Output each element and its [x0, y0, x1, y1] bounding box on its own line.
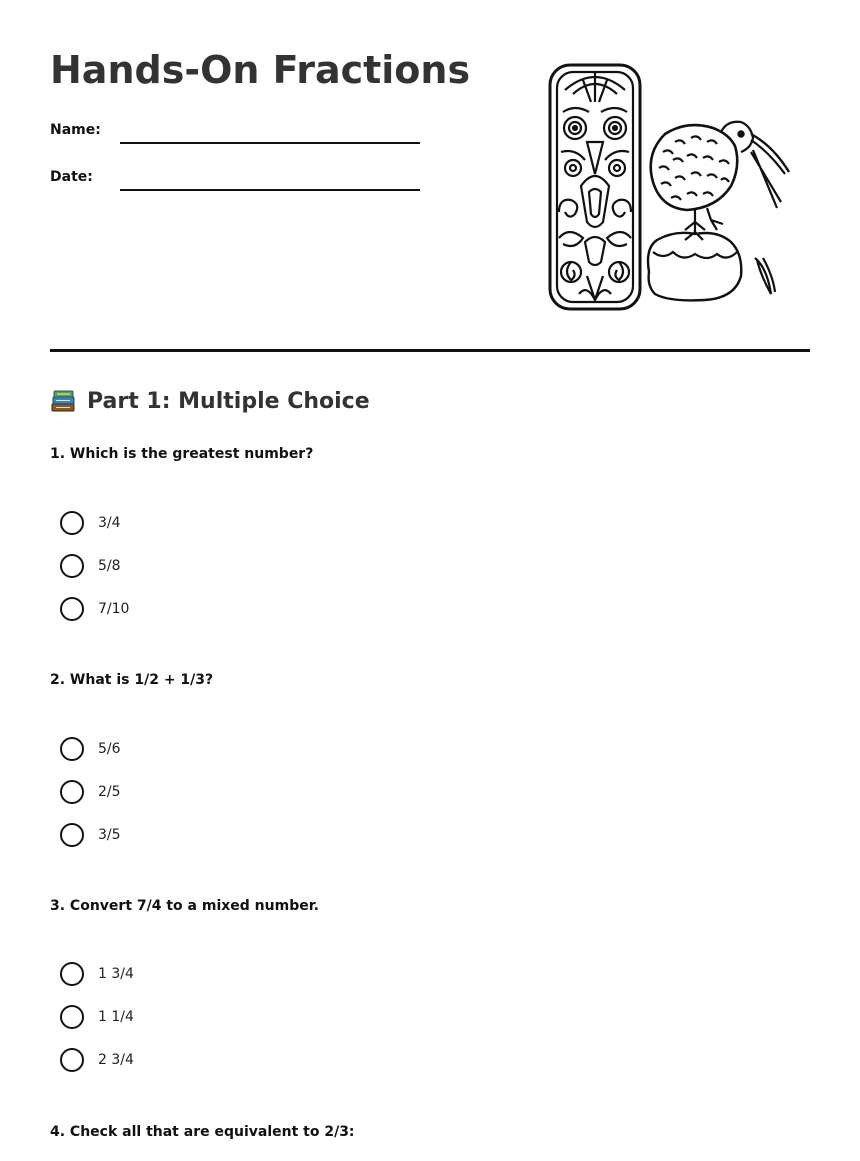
option-q3-a[interactable] — [60, 961, 134, 987]
header-divider — [50, 349, 810, 352]
question-2: 2. What is 1/2 + 1/3? — [50, 672, 214, 688]
date-input-line[interactable] — [120, 189, 420, 191]
option-label: 5/6 — [98, 741, 121, 757]
question-3: 3. Convert 7/4 to a mixed number. — [50, 898, 319, 914]
books-icon — [50, 388, 76, 414]
name-label: Name: — [50, 122, 101, 138]
option-label: 5/8 — [98, 558, 121, 574]
option-q2-b[interactable] — [60, 779, 121, 805]
radio-button[interactable] — [60, 780, 84, 804]
option-label: 1 3/4 — [98, 966, 134, 982]
question-4: 4. Check all that are equivalent to 2/3: — [50, 1124, 355, 1140]
page-title: Hands-On Fractions — [50, 48, 471, 92]
radio-button[interactable] — [60, 962, 84, 986]
option-q2-a[interactable] — [60, 736, 121, 762]
question-1: 1. Which is the greatest number? — [50, 446, 314, 462]
section-title — [50, 388, 370, 414]
option-label: 3/5 — [98, 827, 121, 843]
option-label: 2/5 — [98, 784, 121, 800]
option-q3-b[interactable] — [60, 1004, 134, 1030]
option-q1-b[interactable] — [60, 553, 121, 579]
radio-button[interactable] — [60, 1005, 84, 1029]
radio-button[interactable] — [60, 1048, 84, 1072]
option-label: 3/4 — [98, 515, 121, 531]
radio-button[interactable] — [60, 511, 84, 535]
option-q2-c[interactable] — [60, 822, 121, 848]
radio-button[interactable] — [60, 823, 84, 847]
maori-carving-icon — [550, 65, 640, 309]
option-q3-c[interactable] — [60, 1047, 134, 1073]
option-q1-c[interactable] — [60, 596, 129, 622]
option-label: 2 3/4 — [98, 1052, 134, 1068]
section-title-text: Part 1: Multiple Choice — [87, 388, 370, 414]
header-illustration — [545, 62, 795, 314]
date-label: Date: — [50, 169, 93, 185]
option-label: 1 1/4 — [98, 1009, 134, 1025]
option-q1-a[interactable] — [60, 510, 121, 536]
option-label: 7/10 — [98, 601, 130, 617]
radio-button[interactable] — [60, 597, 84, 621]
name-input-line[interactable] — [120, 142, 420, 144]
kiwi-bird-icon — [648, 122, 789, 301]
radio-button[interactable] — [60, 737, 84, 761]
radio-button[interactable] — [60, 554, 84, 578]
